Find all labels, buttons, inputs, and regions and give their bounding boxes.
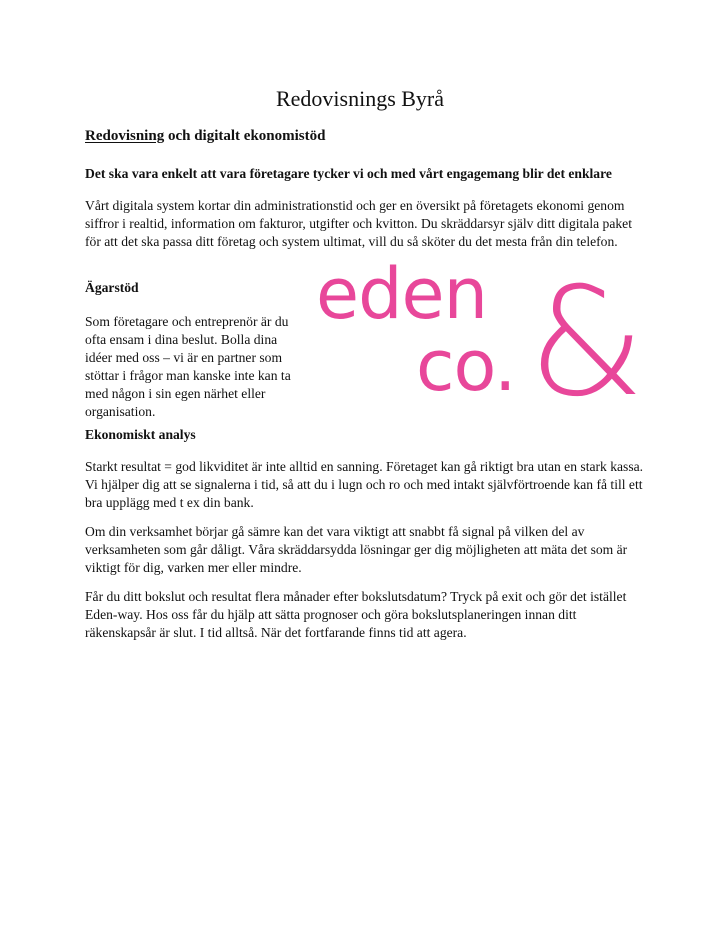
heading-ekonomiskt-analys: Ekonomiskt analys bbox=[85, 427, 196, 442]
subheading bbox=[85, 127, 325, 145]
lead-paragraph: Det ska vara enkelt att vara företagare tycker vi och med vårt engagemang blir det enklare bbox=[85, 166, 612, 181]
page-title: Redovisnings Byrå bbox=[275, 86, 445, 111]
logo-word-eden: eden bbox=[316, 262, 487, 335]
logo-word-co: co. bbox=[416, 325, 516, 400]
subheading-text: och digitalt ekonomistöd bbox=[164, 128, 326, 144]
eden-co-logo bbox=[314, 262, 650, 400]
intro-paragraph: Vårt digitala system kortar din administrationstid och ger en översikt på företagets ekonomi genom siffror i realtid, information om fakturor, utgifter och kvitton. Du skräddarsyr själv ditt digitala paket för att det ska passa ditt företag och system ultimat, vill du så sköter du det mesta från din telefon. bbox=[85, 198, 632, 249]
analys-paragraph-3: Får du ditt bokslut och resultat flera månader efter bokslutsdatum? Tryck på exit och gör det istället Eden-way. Hos oss får du hjälp att sätta prognoser och göra bokslutsplaneringen innan ditt räkenskapsår är slut. I tid alltså. När det fortfarande finns tid att agera. bbox=[85, 589, 627, 640]
agarstod-paragraph: Som företagare och entreprenör är du ofta ensam i dina beslut. Bolla dina idéer med oss – vi är en partner som stöttar i frågor man kanske inte kan ta med någon i sin egen närhet eller organisation. bbox=[85, 314, 291, 419]
analys-paragraph-2: Om din verksamhet börjar gå sämre kan det vara viktigt att snabbt få signal på vilken del av verksamheten som går dåligt. Våra skräddarsydda lösningar ger dig möjligheten att mäta det som är viktigt för dig, varken mer eller mindre. bbox=[85, 524, 628, 575]
analys-paragraph-1: Starkt resultat = god likviditet är inte alltid en sanning. Företaget kan gå riktigt bra utan en stark kassa. Vi hjälper dig att se signalerna i tid, så att du i lugn och ro och med intakt självförtroende kan få till ett bra upplägg med t ex din bank. bbox=[85, 459, 644, 510]
subheading-link[interactable]: Redovisning bbox=[85, 128, 165, 144]
heading-agarstod: Ägarstöd bbox=[85, 280, 139, 295]
logo-ampersand: & bbox=[528, 262, 645, 400]
